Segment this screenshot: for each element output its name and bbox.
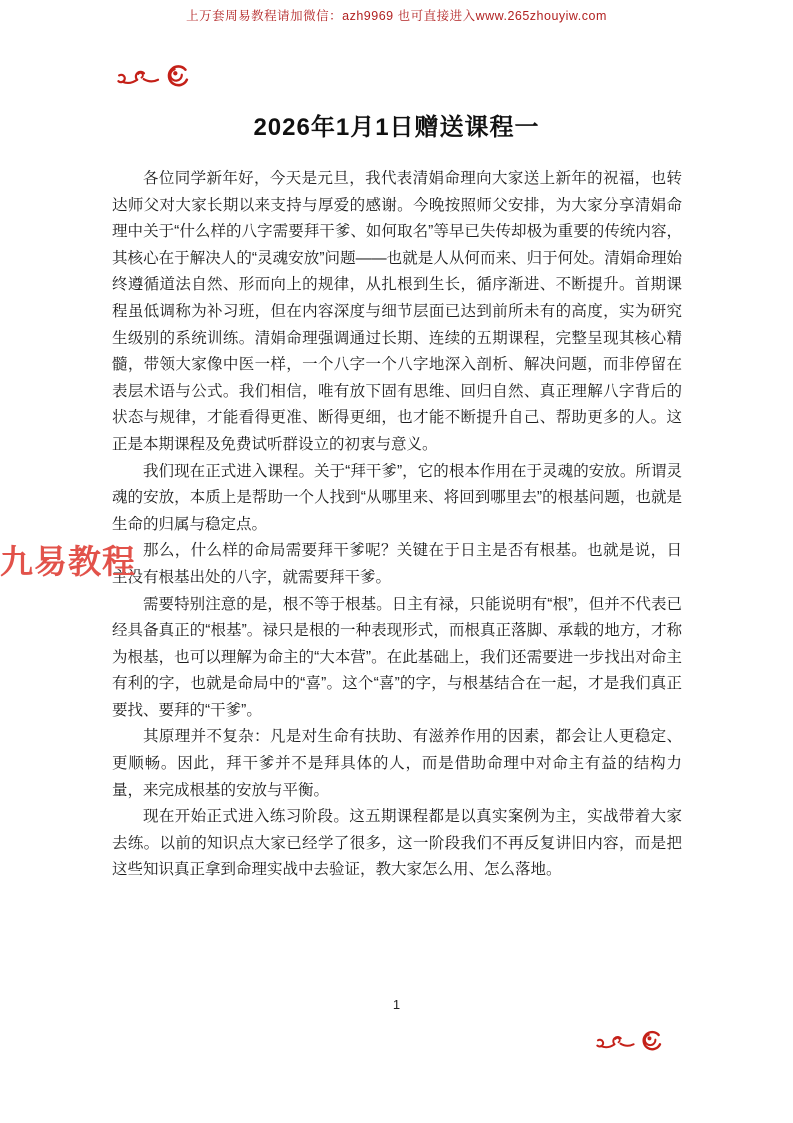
header-notice: 上万套周易教程请加微信：azh9969 也可直接进入www.265zhouyiw.com: [186, 9, 607, 23]
body-text: [112, 166, 682, 884]
paragraph-principle: 其原理并不复杂：凡是对生命有扶助、有滋养作用的因素，都会让人更稳定、更顺畅。因此，拜干爹并不是拜具体的人，而是借助命理中对命主有益的结构力量，来完成根基的安放与平衡。: [112, 728, 682, 799]
paragraph-practice: 现在开始正式进入练习阶段。这五期课程都是以真实案例为主，实战带着大家去练。以前的知识点大家已经学了很多，这一阶段我们不再反复讲旧内容，而是把这些知识真正拿到命理实战中去验证，教大家怎么用、怎么落地。: [112, 808, 682, 879]
paragraph-which-bazi: 那么，什么样的命局需要拜干爹呢？关键在于日主是否有根基。也就是说，日主没有根基出处的八字，就需要拜干爹。: [112, 542, 682, 586]
cloud-scroll-ornament-icon: [117, 60, 189, 88]
page-title: 2026年1月1日赠送课程一: [253, 114, 540, 141]
paragraph-root-vs-genji: 需要特别注意的是，根不等于根基。日主有禄，只能说明有“根”，但并不代表已经具备真正的“根基”。禄只是根的一种表现形式，而根真正落脚、承载的地方，才称为根基，也可以理解为命主的“大本营”。在此基础上，我们还需要进一步找出对命主有利的字，也就是命局中的“喜”。这个“喜”的字，与根基结合在一起，才是我们真正要找、要拜的“干爹”。: [112, 595, 682, 719]
page-number: 1: [392, 997, 401, 1012]
watermark: 九易教程: [0, 543, 136, 580]
cloud-scroll-ornament-icon: [596, 1026, 662, 1052]
paragraph-intro: 各位同学新年好，今天是元旦，我代表清娟命理向大家送上新年的祝福，也转达师父对大家长期以来支持与厚爱的感谢。今晚按照师父安排，为大家分享清娟命理中关于“什么样的八字需要拜干爹、如何取名”等早已失传却极为重要的传统内容，其核心在于解决人的“灵魂安放”问题——也就是人从何而来、归于何处。清娟命理始终遵循道法自然、形而向上的规律，从扎根到生长，循序渐进、不断提升。首期课程虽低调称为补习班，但在内容深度与细节层面已达到前所未有的高度，实为研究生级别的系统训练。清娟命理强调通过长期、连续的五期课程，完整呈现其核心精髓，带领大家像中医一样，一个八字一个八字地深入剖析、解决问题，而非停留在表层术语与公式。我们相信，唯有放下固有思维、回归自然、真正理解八字背后的状态与规律，才能看得更准、断得更细，也才能不断提升自己、帮助更多的人。这正是本期课程及免费试听群设立的初衷与意义。: [112, 170, 682, 453]
paragraph-course-start: 我们现在正式进入课程。关于“拜干爹”，它的根本作用在于灵魂的安放。所谓灵魂的安放，本质上是帮助一个人找到“从哪里来、将回到哪里去”的根基问题，也就是生命的归属与稳定点。: [112, 462, 682, 533]
